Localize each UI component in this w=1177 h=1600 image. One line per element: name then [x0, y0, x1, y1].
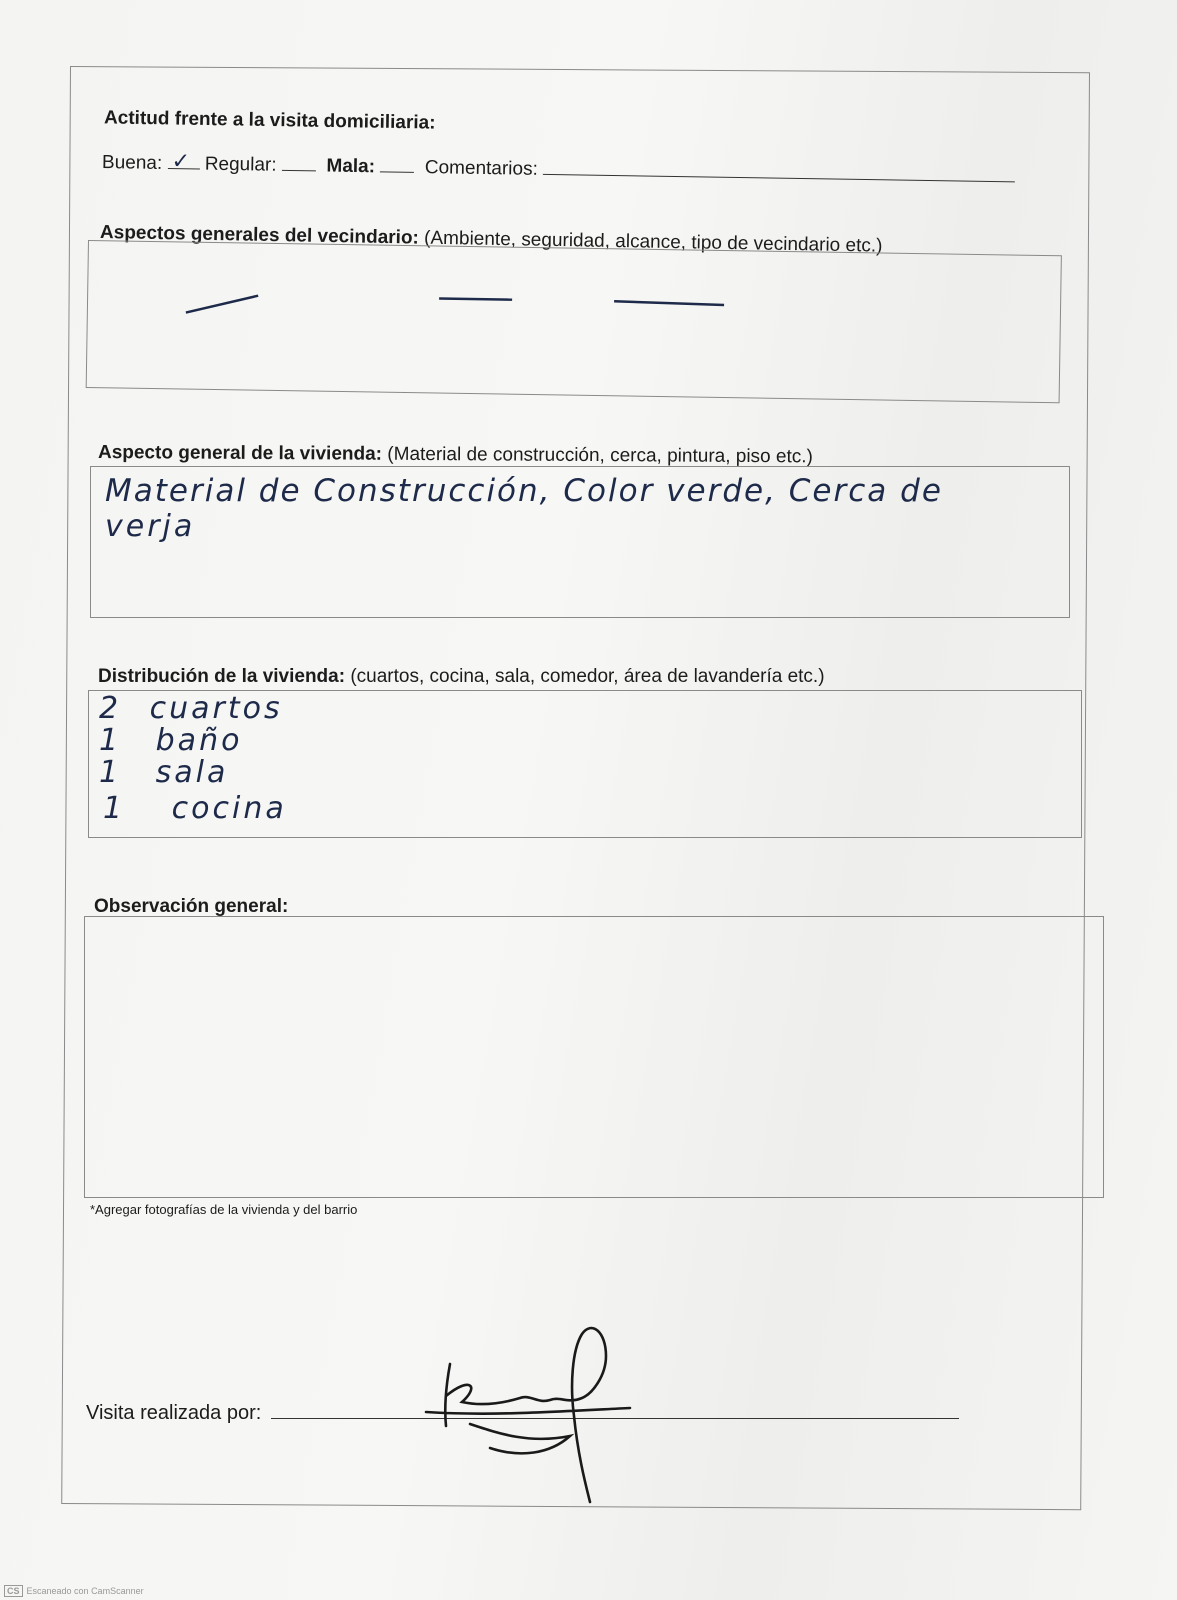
comentarios-field[interactable] [543, 174, 1015, 182]
distribution-item [99, 691, 283, 726]
buena-blank[interactable] [167, 148, 199, 174]
signature-label: Visita realizada por: [86, 1402, 262, 1424]
scanner-logo: CS [4, 1585, 23, 1597]
photo-footnote: *Agregar fotografías de la vivienda y del barrio [90, 1202, 358, 1217]
mala-label: Mala: [326, 155, 376, 178]
distribution-heading [98, 666, 825, 688]
housing-hint: (Material de construcción, cerca, pintura, piso etc.) [387, 443, 813, 468]
item-name: sala [155, 755, 229, 790]
distribution-title: Distribución de la vivienda: [98, 666, 346, 687]
item-name: cocina [171, 791, 287, 826]
item-qty: 2 [99, 691, 122, 726]
scanner-watermark [4, 1585, 144, 1597]
housing-heading [98, 442, 813, 468]
item-qty: 1 [99, 723, 122, 758]
signature-scribble [410, 1316, 650, 1506]
check-mark-icon: ✓ [171, 148, 191, 174]
observation-title: Observación general: [94, 896, 289, 917]
attitude-title: Actitud frente a la visita domiciliaria: [103, 107, 436, 134]
housing-title: Aspecto general de la vivienda: [97, 442, 383, 465]
dash-mark-3 [614, 301, 724, 305]
regular-label: Regular: [204, 153, 277, 176]
buena-label: Buena: [101, 152, 163, 174]
dash-marks [184, 285, 745, 334]
housing-answer-line2: verja [105, 509, 196, 544]
neighborhood-hint: (Ambiente, seguridad, alcance, tipo de vecindario etc.) [423, 227, 883, 257]
distribution-answer-box[interactable] [88, 690, 1082, 838]
distribution-item [99, 755, 228, 790]
neighborhood-title: Aspectos generales del vecindario: [99, 222, 420, 249]
dash-mark-2 [439, 299, 512, 300]
item-name: baño [155, 723, 243, 758]
item-qty: 1 [99, 755, 122, 790]
comentarios-label: Comentarios: [424, 157, 539, 180]
distribution-hint: (cuartos, cocina, sala, comedor, área de lavandería etc.) [350, 666, 825, 687]
distribution-item [99, 723, 242, 758]
neighborhood-answer-box[interactable] [86, 240, 1062, 403]
mala-blank[interactable] [380, 171, 414, 173]
regular-blank[interactable] [282, 170, 316, 172]
observation-answer-box[interactable] [84, 916, 1104, 1198]
item-qty: 1 [103, 791, 126, 826]
distribution-item [103, 791, 287, 826]
scanner-text: Escaneado con CamScanner [26, 1586, 144, 1596]
housing-answer-line1: Material de Construcción, Color verde, Cerca de [105, 473, 943, 509]
housing-answer-box[interactable] [90, 466, 1070, 618]
item-name: cuartos [149, 691, 283, 726]
dash-mark-1 [186, 295, 258, 314]
